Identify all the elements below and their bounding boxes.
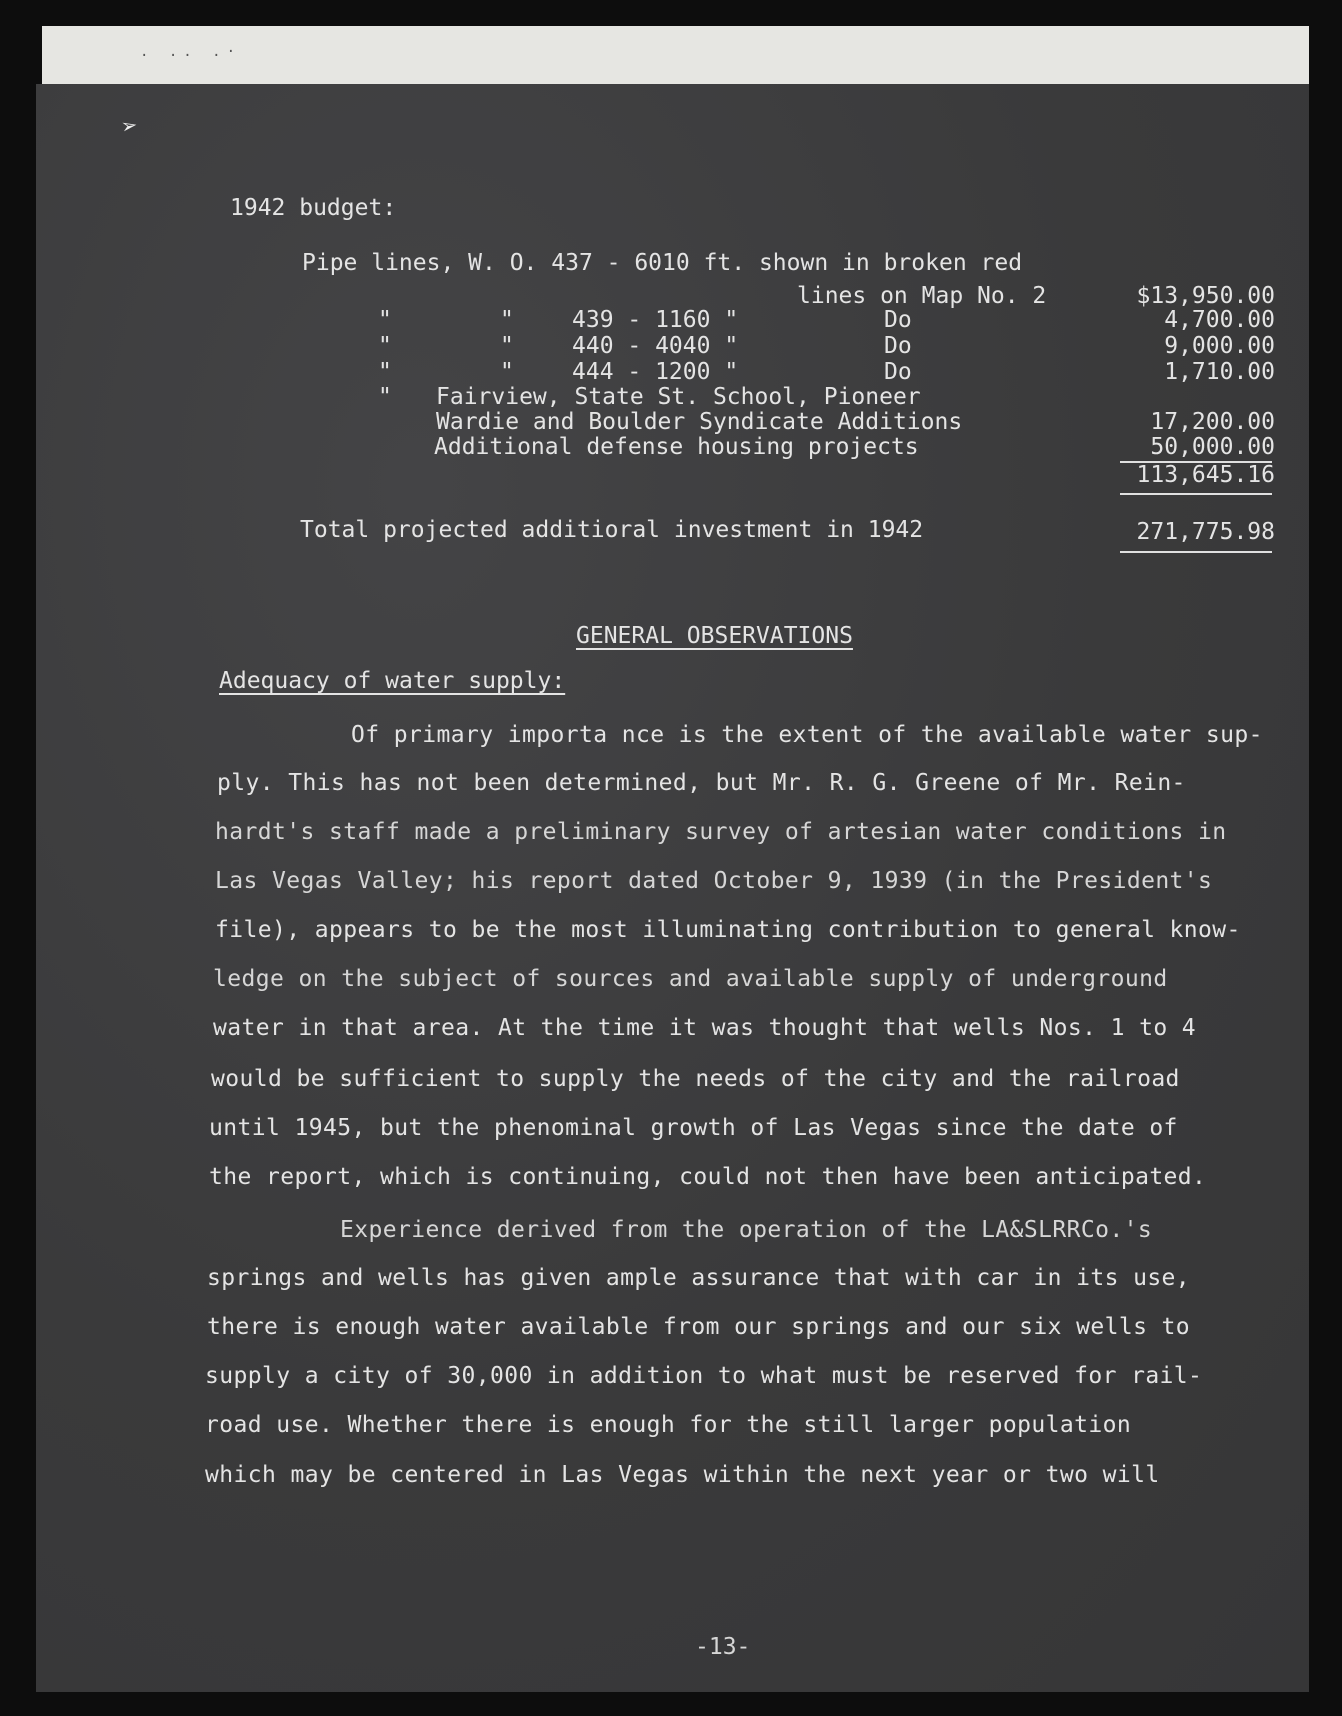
ditto-mark: "	[500, 333, 514, 359]
total-projected-label: Total projected additioral investment in 1942	[300, 517, 924, 543]
page-number: -13-	[695, 1634, 751, 1660]
body-line: Las Vegas Valley; his report dated October 9, 1939 (in the President's	[215, 868, 1213, 894]
paper-clip-icon: ➢	[119, 110, 141, 144]
budget-defense-housing: Additional defense housing projects	[434, 434, 919, 460]
budget-note-do: Do	[884, 307, 912, 333]
budget-item-444: 444 - 1200 "	[572, 359, 739, 385]
budget-fairview-line1: Fairview, State St. School, Pioneer	[436, 384, 921, 410]
body-line: water in that area. At the time it was thought that wells Nos. 1 to 4	[213, 1015, 1197, 1041]
budget-amount-444: 1,710.00	[1164, 359, 1275, 385]
budget-note-do: Do	[884, 359, 912, 385]
subtotal-underline	[1120, 493, 1272, 495]
ditto-mark: "	[500, 307, 514, 333]
body-line: Experience derived from the operation of the LA&SLRRCo.'s	[340, 1217, 1153, 1243]
body-line: which may be centered in Las Vegas within the next year or two will	[205, 1462, 1160, 1488]
ditto-mark: "	[378, 359, 392, 385]
budget-fairview-line2: Wardie and Boulder Syndicate Additions	[436, 409, 963, 435]
ditto-mark: "	[378, 384, 392, 410]
body-line: the report, which is continuing, could not then have been anticipated.	[209, 1164, 1207, 1190]
body-line: Of primary importa nce is the extent of the available water sup-	[351, 722, 1263, 748]
body-line: file), appears to be the most illuminating contribution to general know-	[215, 917, 1241, 943]
budget-amount-440: 9,000.00	[1164, 333, 1275, 359]
budget-item-439: 439 - 1160 "	[572, 307, 739, 333]
total-underline	[1120, 551, 1272, 553]
budget-item-440: 440 - 4040 "	[572, 333, 739, 359]
body-line: springs and wells has given ample assurance that with car in its use,	[207, 1265, 1191, 1291]
ditto-mark: "	[378, 333, 392, 359]
general-observations-title: GENERAL OBSERVATIONS	[576, 623, 853, 649]
body-line: there is enough water available from our springs and our six wells to	[207, 1314, 1191, 1340]
total-projected-amount: 271,775.98	[1136, 519, 1275, 545]
adequacy-subhead: Adequacy of water supply:	[219, 668, 566, 694]
budget-pipe-lines-line: Pipe lines, W. O. 437 - 6010 ft. shown in broken red	[302, 250, 1023, 276]
body-line: ledge on the subject of sources and available supply of underground	[213, 966, 1168, 992]
budget-amount-437: $13,950.00	[1136, 283, 1275, 309]
body-line: until 1945, but the phenominal growth of Las Vegas since the date of	[209, 1115, 1178, 1141]
body-line: would be sufficient to supply the needs of the city and the railroad	[211, 1066, 1180, 1092]
budget-heading: 1942 budget:	[230, 195, 397, 221]
scan-specks: . .. .·	[140, 44, 242, 60]
body-line: supply a city of 30,000 in addition to what must be reserved for rail-	[205, 1363, 1203, 1389]
budget-amount-439: 4,700.00	[1164, 307, 1275, 333]
ditto-mark: "	[378, 307, 392, 333]
budget-note-do: Do	[884, 333, 912, 359]
ditto-mark: "	[500, 359, 514, 385]
body-line: hardt's staff made a preliminary survey of artesian water conditions in	[215, 819, 1227, 845]
budget-subtotal: 113,645.16	[1136, 462, 1275, 488]
body-line: road use. Whether there is enough for the still larger population	[205, 1412, 1132, 1438]
budget-amount-fairview: 17,200.00	[1150, 409, 1275, 435]
body-line: ply. This has not been determined, but Mr. R. G. Greene of Mr. Rein-	[217, 770, 1186, 796]
budget-map-reference: lines on Map No. 2	[797, 283, 1047, 309]
budget-amount-defense: 50,000.00	[1150, 434, 1275, 460]
